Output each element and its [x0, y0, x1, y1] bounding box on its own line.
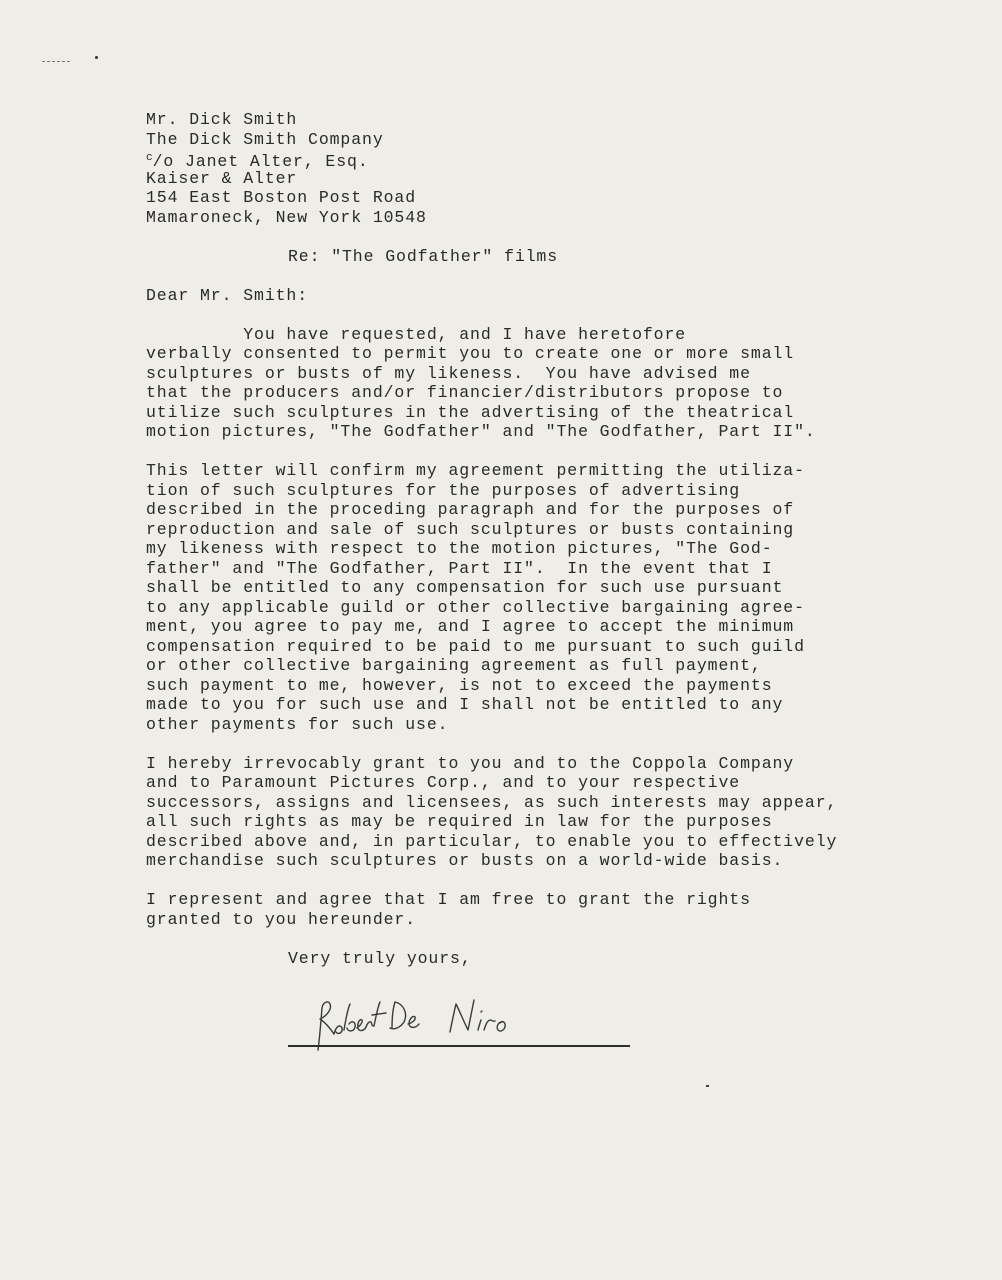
body-line: motion pictures, "The Godfather" and "The Godfather, Part II". [146, 422, 816, 441]
paper-speck [706, 1085, 709, 1087]
signature-line [288, 1045, 630, 1047]
re-line: Re: "The Godfather" films [288, 246, 559, 266]
body-line: I represent and agree that I am free to grant the rights [146, 890, 751, 909]
body-line: or other collective bargaining agreement as full payment, [146, 656, 762, 675]
body-line: compensation required to be paid to me pursuant to such guild [146, 636, 805, 656]
body-line: my likeness with respect to the motion pictures, "The God- [146, 539, 773, 558]
body-line: This letter will confirm my agreement permitting the utiliza- [146, 461, 805, 480]
handwritten-signature [300, 990, 580, 1052]
body-line: verbally consented to permit you to create one or more small [146, 344, 795, 363]
address-street: 154 East Boston Post Road [146, 188, 417, 207]
address-city: Mamaroneck, New York 10548 [146, 207, 427, 227]
body-line: granted to you hereunder. [146, 909, 417, 929]
body-line: reproduction and sale of such sculptures or busts containing [146, 519, 795, 539]
body-line: other payments for such use. [146, 714, 449, 734]
body-line: such payment to me, however, is not to exceed the payments [146, 675, 773, 695]
body-line: I hereby irrevocably grant to you and to the Coppola Company [146, 753, 795, 773]
care-of-rest: /o Janet Alter, Esq. [152, 152, 369, 171]
address-firm: Kaiser & Alter [146, 168, 298, 188]
body-line: and to Paramount Pictures Corp., and to your respective [146, 773, 741, 792]
body-line: merchandise such sculptures or busts on a world-wide basis. [146, 851, 784, 870]
salutation: Dear Mr. Smith: [146, 285, 309, 305]
body-line: that the producers and/or financier/distributors propose to [146, 383, 784, 402]
body-line: shall be entitled to any compensation for such use pursuant [146, 578, 784, 597]
body-line: successors, assigns and licensees, as such interests may appear, [146, 792, 838, 812]
paper-margin-mark [42, 60, 82, 64]
body-line: all such rights as may be required in law for the purposes [146, 812, 773, 831]
address-name: Mr. Dick Smith [146, 110, 298, 129]
address-company: The Dick Smith Company [146, 129, 384, 149]
body-line: father" and "The Godfather, Part II". In the event that I [146, 558, 773, 578]
body-line: tion of such sculptures for the purposes of advertising [146, 480, 741, 500]
care-of-superscript: c [146, 152, 153, 164]
body-line: described in the proceding paragraph and for the purposes of [146, 500, 795, 519]
address-care-of [146, 149, 369, 169]
closing: Very truly yours, [288, 948, 472, 968]
body-line: sculptures or busts of my likeness. You have advised me [146, 363, 751, 383]
body-line: You have requested, and I have heretofore [146, 324, 687, 344]
body-line: made to you for such use and I shall not be entitled to any [146, 695, 784, 714]
body-line: to any applicable guild or other collective bargaining agree- [146, 597, 805, 617]
body-line: described above and, in particular, to enable you to effectively [146, 831, 838, 851]
body-line: ment, you agree to pay me, and I agree to accept the minimum [146, 617, 795, 636]
body-line: utilize such sculptures in the advertising of the theatrical [146, 402, 795, 422]
